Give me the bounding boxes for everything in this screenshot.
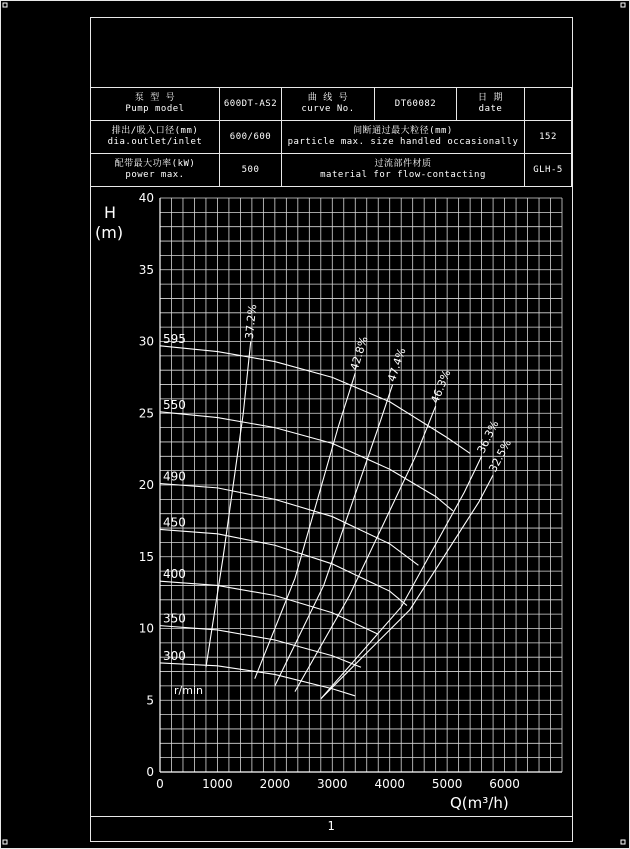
speed-unit-label: r/min	[174, 684, 203, 697]
efficiency-label: 42.8%	[347, 334, 371, 372]
material-value: GLH-5	[525, 154, 572, 187]
date-label: 日 期 date	[457, 88, 525, 121]
y-tick-label: 5	[146, 693, 154, 708]
efficiency-label: 37.2%	[242, 303, 260, 340]
date-value	[525, 88, 572, 121]
spec-table	[90, 87, 572, 187]
tick-labels	[139, 191, 520, 791]
pump-performance-chart	[90, 190, 572, 815]
x-tick-label: 1000	[202, 777, 233, 791]
chart-grid	[160, 198, 562, 772]
speed-label: 350	[163, 611, 186, 626]
speed-label: 300	[163, 648, 186, 663]
speed-label: 400	[163, 567, 186, 582]
x-tick-label: 3000	[317, 777, 348, 791]
x-tick-label: 5000	[431, 777, 463, 791]
curve-no-value: DT60082	[375, 88, 457, 121]
pump-model-value: 600DT-AS2	[220, 88, 282, 121]
power-value: 500	[220, 154, 282, 187]
y-tick-label: 35	[138, 262, 154, 277]
efficiency-line	[321, 475, 493, 699]
efficiency-label: 47.4%	[385, 346, 409, 384]
y-tick-label: 10	[138, 621, 154, 636]
x-axis-label: Q(m³/h)	[450, 794, 509, 812]
y-axis-label-unit: (m)	[95, 223, 124, 242]
y-tick-label: 25	[138, 406, 154, 421]
efficiency-label: 32.5%	[486, 437, 515, 475]
efficiency-line	[206, 342, 251, 668]
speed-label: 450	[163, 515, 186, 530]
material-label: 过流部件材质 material for flow-contacting	[282, 154, 525, 187]
particle-label: 间断通过最大粒径(mm) particle max. size handled occasionally	[282, 121, 525, 154]
x-tick-label: 2000	[259, 777, 291, 791]
efficiency-label: 46.3%	[428, 367, 454, 406]
head-curve-450	[160, 529, 407, 605]
speed-label: 595	[163, 331, 186, 346]
y-axis-label-h: H	[104, 203, 117, 222]
efficiency-line	[255, 373, 356, 679]
footer-divider	[90, 816, 572, 817]
y-tick-label: 0	[146, 765, 154, 779]
page-number: 1	[327, 819, 335, 833]
x-tick-label: 6000	[489, 777, 520, 791]
dia-label: 排出/吸入口径(mm) dia.outlet/inlet	[91, 121, 220, 154]
head-curve-400	[160, 581, 378, 634]
y-tick-label: 30	[138, 334, 154, 349]
head-curve-350	[160, 626, 361, 668]
y-tick-label: 20	[138, 478, 154, 492]
speed-label: 550	[163, 397, 186, 412]
dia-value: 600/600	[220, 121, 282, 154]
y-tick-label: 15	[138, 549, 154, 564]
efficiency-line	[275, 385, 393, 686]
efficiency-label: 36.3%	[474, 418, 502, 456]
x-tick-label: 4000	[374, 777, 405, 791]
pump-model-label: 泵 型 号 Pump model	[91, 88, 220, 121]
head-curve-490	[160, 484, 418, 566]
speed-label: 490	[163, 469, 186, 484]
head-curve-550	[160, 412, 453, 511]
x-tick-label: 0	[156, 777, 164, 791]
curve-no-label: 曲 线 号 curve No.	[282, 88, 375, 121]
y-tick-label: 40	[138, 191, 154, 205]
power-label: 配带最大功率(kW) power max.	[91, 154, 220, 187]
particle-value: 152	[525, 121, 572, 154]
